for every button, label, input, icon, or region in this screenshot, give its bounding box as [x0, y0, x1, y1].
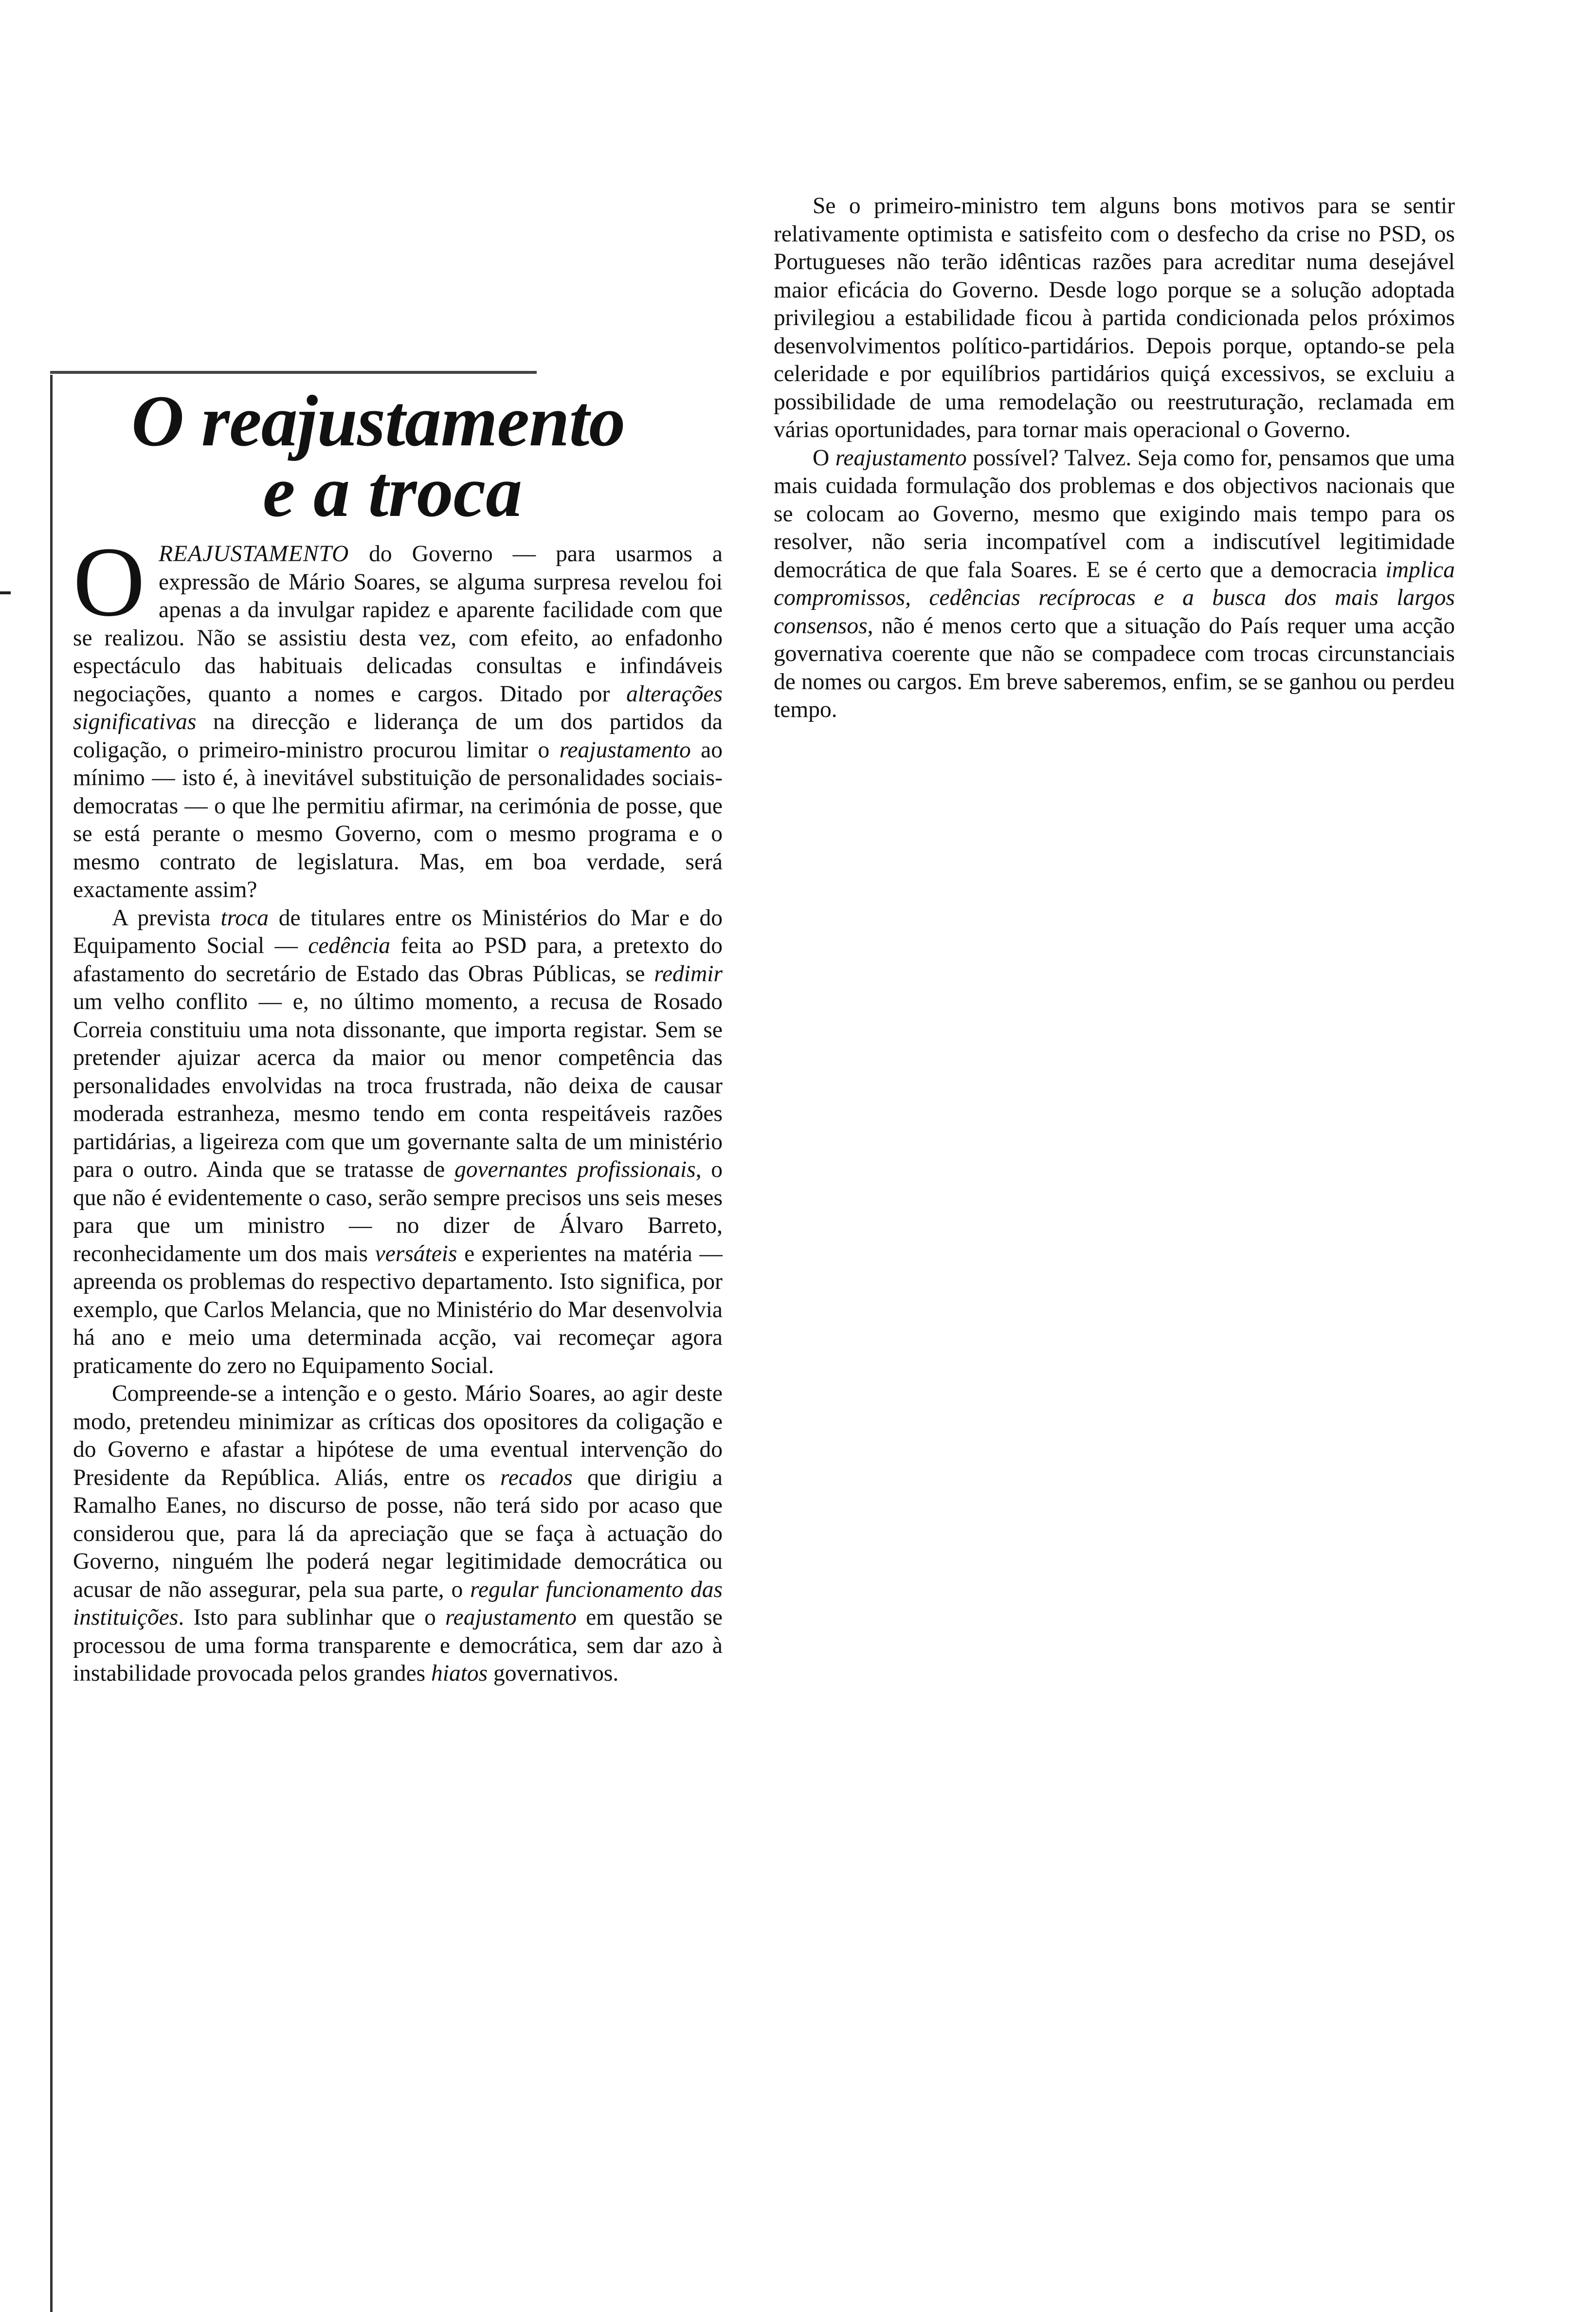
- top-rule: [50, 371, 537, 374]
- headline: [97, 375, 730, 532]
- headline-line-2: e a troca: [263, 451, 523, 532]
- paragraph-2: A prevista troca de titulares entre os Ministérios do Mar e do Equipamento Social — cedência feita ao PSD para, a pretexto do afastamento do secretário de Estado das Obras Públicas, se redimir um velho conflito — e, no último momento, a recusa de Rosado Correia constituiu uma nota dissonante, que importa registar. Sem se pretender ajuizar acerca da maior ou menor competência das personalidades envolvidas na troca frustrada, não deixa de causar moderada estranheza, mesmo tendo em conta respeitáveis razões partidárias, a ligeireza com que um governante salta de um ministério para o outro. Ainda que se tratasse de governantes profissionais, o que não é evidentemente o caso, serão sempre precisos uns seis meses para que um ministro — no dizer de Álvaro Barreto, reconhecidamente um dos mais versáteis e experientes na matéria — apreenda os problemas do respectivo departamento. Isto significa, por exemplo, que Carlos Melancia, que no Ministério do Mar desenvolvia há ano e meio uma determinada acção, vai recomeçar agora praticamente do zero no Equipamento Social.: [73, 905, 723, 1378]
- paragraph-1: OREAJUSTAMENTO do Governo — para usarmos a expressão de Mário Soares, se alguma surpresa revelou foi apenas a da invulgar rapidez e aparente facilidade com que se realizou. Não se assistiu desta vez, com efeito, ao enfadonho espectáculo das habituais delicadas consultas e infindáveis negociações, quanto a nomes e cargos. Ditado por alterações significativas na direcção e liderança de um dos partidos da coligação, o primeiro-ministro procurou limitar o reajustamento ao mínimo — isto é, à inevitável substituição de personalidades sociais-democratas — o que lhe permitiu afirmar, na cerimónia de posse, que se está perante o mesmo Governo, com o mesmo programa e o mesmo contrato de legislatura. Mas, em boa verdade, será exactamente assim?: [73, 527, 723, 902]
- headline-line-1: O reajustamento: [131, 381, 625, 461]
- article-column-left: [73, 527, 723, 1688]
- paragraph-5: O reajustamento possível? Talvez. Seja como for, pensamos que uma mais cuidada formulação dos problemas e dos objectivos nacionais que se colocam ao Governo, mesmo que exigindo mais tempo para os resolver, não seria incompatível com a indiscutível legitimidade democrática de que fala Soares. E se é certo que a democracia implica compromissos, cedências recíprocas e a busca dos mais largos consensos, não é menos certo que a situação do País requer uma acção governativa coerente que não se compadece com trocas circunstanciais de nomes ou cargos. Em breve saberemos, enfim, se se ganhou ou perdeu tempo.: [774, 445, 1455, 722]
- paragraph-3: Compreende-se a intenção e o gesto. Mário Soares, ao agir deste modo, pretendeu minimizar as críticas dos opositores da coligação e do Governo e afastar a hipótese de uma eventual intervenção do Presidente da República. Aliás, entre os recados que dirigiu a Ramalho Eanes, no discurso de posse, não terá sido por acaso que considerou que, para lá da apreciação que se faça à actuação do Governo, ninguém lhe poderá negar legitimidade democrática ou acusar de não assegurar, pela sua parte, o regular funcionamento das instituições. Isto para sublinhar que o reajustamento em questão se processou de uma forma transparente e democrática, sem dar azo à instabilidade provocada pelos grandes hiatos governativos.: [73, 1381, 723, 1686]
- paragraph-4: Se o primeiro-ministro tem alguns bons motivos para se sentir relativamente optimista e satisfeito com o desfecho da crise no PSD, os Portugueses não terão idênticas razões para acreditar numa desejável maior eficácia do Governo. Desde logo porque se a solução adoptada privilegiou a estabilidade ficou à partida condicionada pelos próximos desenvolvimentos político-partidários. Depois porque, optando-se pela celeridade e por equilíbrios partidários quiçá excessivos, se excluiu a possibilidade de uma remodelação ou reestruturação, reclamada em várias oportunidades, para tornar mais operacional o Governo.: [774, 193, 1455, 442]
- drop-cap: O: [73, 527, 145, 637]
- margin-mark: [0, 591, 11, 594]
- left-border-rule: [50, 375, 53, 2312]
- article-column-right: [774, 192, 1455, 724]
- lead-word: REAJUSTAMENTO: [159, 541, 349, 567]
